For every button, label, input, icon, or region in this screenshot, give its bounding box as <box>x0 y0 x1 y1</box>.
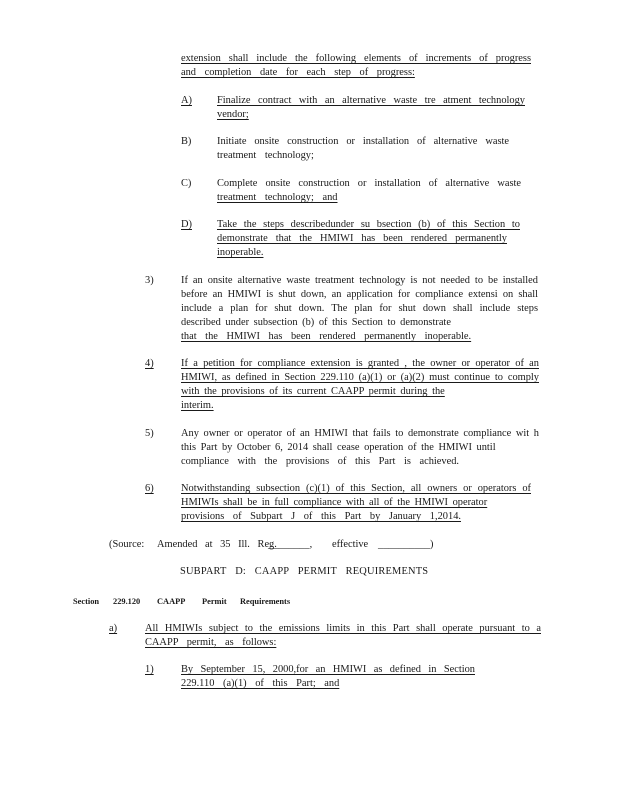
item-5-last-line: compliance with the provisions of this Part is achieved. <box>181 456 459 467</box>
item-4-text: If a petition for compliance extension is granted , the owner or operator of an HMIWI, as defined in Section 229.110 (a)(1) or (a)(2) must continue to comply with the provisions of its current CAAPP permit during the <box>181 358 539 397</box>
source-effective: effective <box>332 539 369 550</box>
para-a1-marker: 1) <box>145 664 154 675</box>
subpart-heading: SUBPART D: CAAPP PERMIT REQUIREMENTS <box>180 566 429 577</box>
intro-line-2: and completion date for each step of progress: <box>181 67 415 78</box>
item-3-marker: 3) <box>145 275 154 286</box>
section-title-3: Requirements <box>240 597 291 606</box>
item-a-marker: A) <box>181 95 192 106</box>
para-a1-line-1: By September 15, 2000,for an HMIWI as defined in Section <box>181 664 475 675</box>
item-d-line-2: demonstrate that the HMIWI has been rendered permanently <box>217 233 507 244</box>
item-5-marker: 5) <box>145 428 154 439</box>
item-c-line-2: treatment technology; and <box>217 192 338 203</box>
item-3-text: If an onsite alternative waste treatment technology is not needed to be installed before an HMIWI is shut down, an application for compliance extensi on shall include a plan for shut down. The plan for shut down shall include steps described under subsection (b) of this Section to demonstrate <box>181 275 538 328</box>
source-blank-1: ________, <box>268 539 313 550</box>
item-4-last-line: interim. <box>181 400 214 411</box>
item-d-marker: D) <box>181 219 192 230</box>
section-label: Section <box>73 597 100 606</box>
item-3-last-line: that the HMIWI has been rendered permanently inoperable. <box>181 331 472 342</box>
item-6-last-line: provisions of Subpart J of this Part by January 1,2014. <box>181 511 461 522</box>
item-c-marker: C) <box>181 178 192 189</box>
source-blank-2: __________) <box>378 539 434 550</box>
intro-line-1: extension shall include the following elements of increments of progress <box>181 53 531 64</box>
para-a1-line-2: 229.110 (a)(1) of this Part; and <box>181 678 340 689</box>
item-a-line-1: Finalize contract with an alternative waste tre atment technology <box>217 95 525 106</box>
section-number: 229.120 <box>113 597 141 606</box>
item-d-line-1: Take the steps describedunder su bsection (b) of this Section to <box>217 219 520 230</box>
para-a-line-1: All HMIWIs subject to the emissions limits in this Part shall operate pursuant to a <box>145 623 541 634</box>
item-c-line-1: Complete onsite construction or installation of alternative waste <box>217 178 521 189</box>
item-b-marker: B) <box>181 136 192 147</box>
item-6-text: Notwithstanding subsection (c)(1) of this Section, all owners or operators of HMIWIs shall be in full compliance with all of the HMIWI operator <box>181 483 531 508</box>
item-6-marker: 6) <box>145 483 154 494</box>
item-5-text: Any owner or operator of an HMIWI that fails to demonstrate compliance wit h this Part by October 6, 2014 shall cease operation of the HMIWI until <box>181 428 539 453</box>
item-b-line-2: treatment technology; <box>217 150 314 161</box>
source-amended: Amended at 35 Ill. Reg. <box>157 539 277 550</box>
para-a-marker: a) <box>109 623 118 634</box>
source-label: (Source: <box>109 539 145 550</box>
para-a-line-2: CAAPP permit, as follows: <box>145 637 277 648</box>
item-a-line-2: vendor; <box>217 109 249 120</box>
item-b-line-1: Initiate onsite construction or installation of alternative waste <box>217 136 509 147</box>
item-4-marker: 4) <box>145 358 154 369</box>
section-title-1: CAAPP <box>157 597 186 606</box>
item-d-line-3: inoperable. <box>217 247 264 258</box>
section-title-2: Permit <box>202 597 227 606</box>
